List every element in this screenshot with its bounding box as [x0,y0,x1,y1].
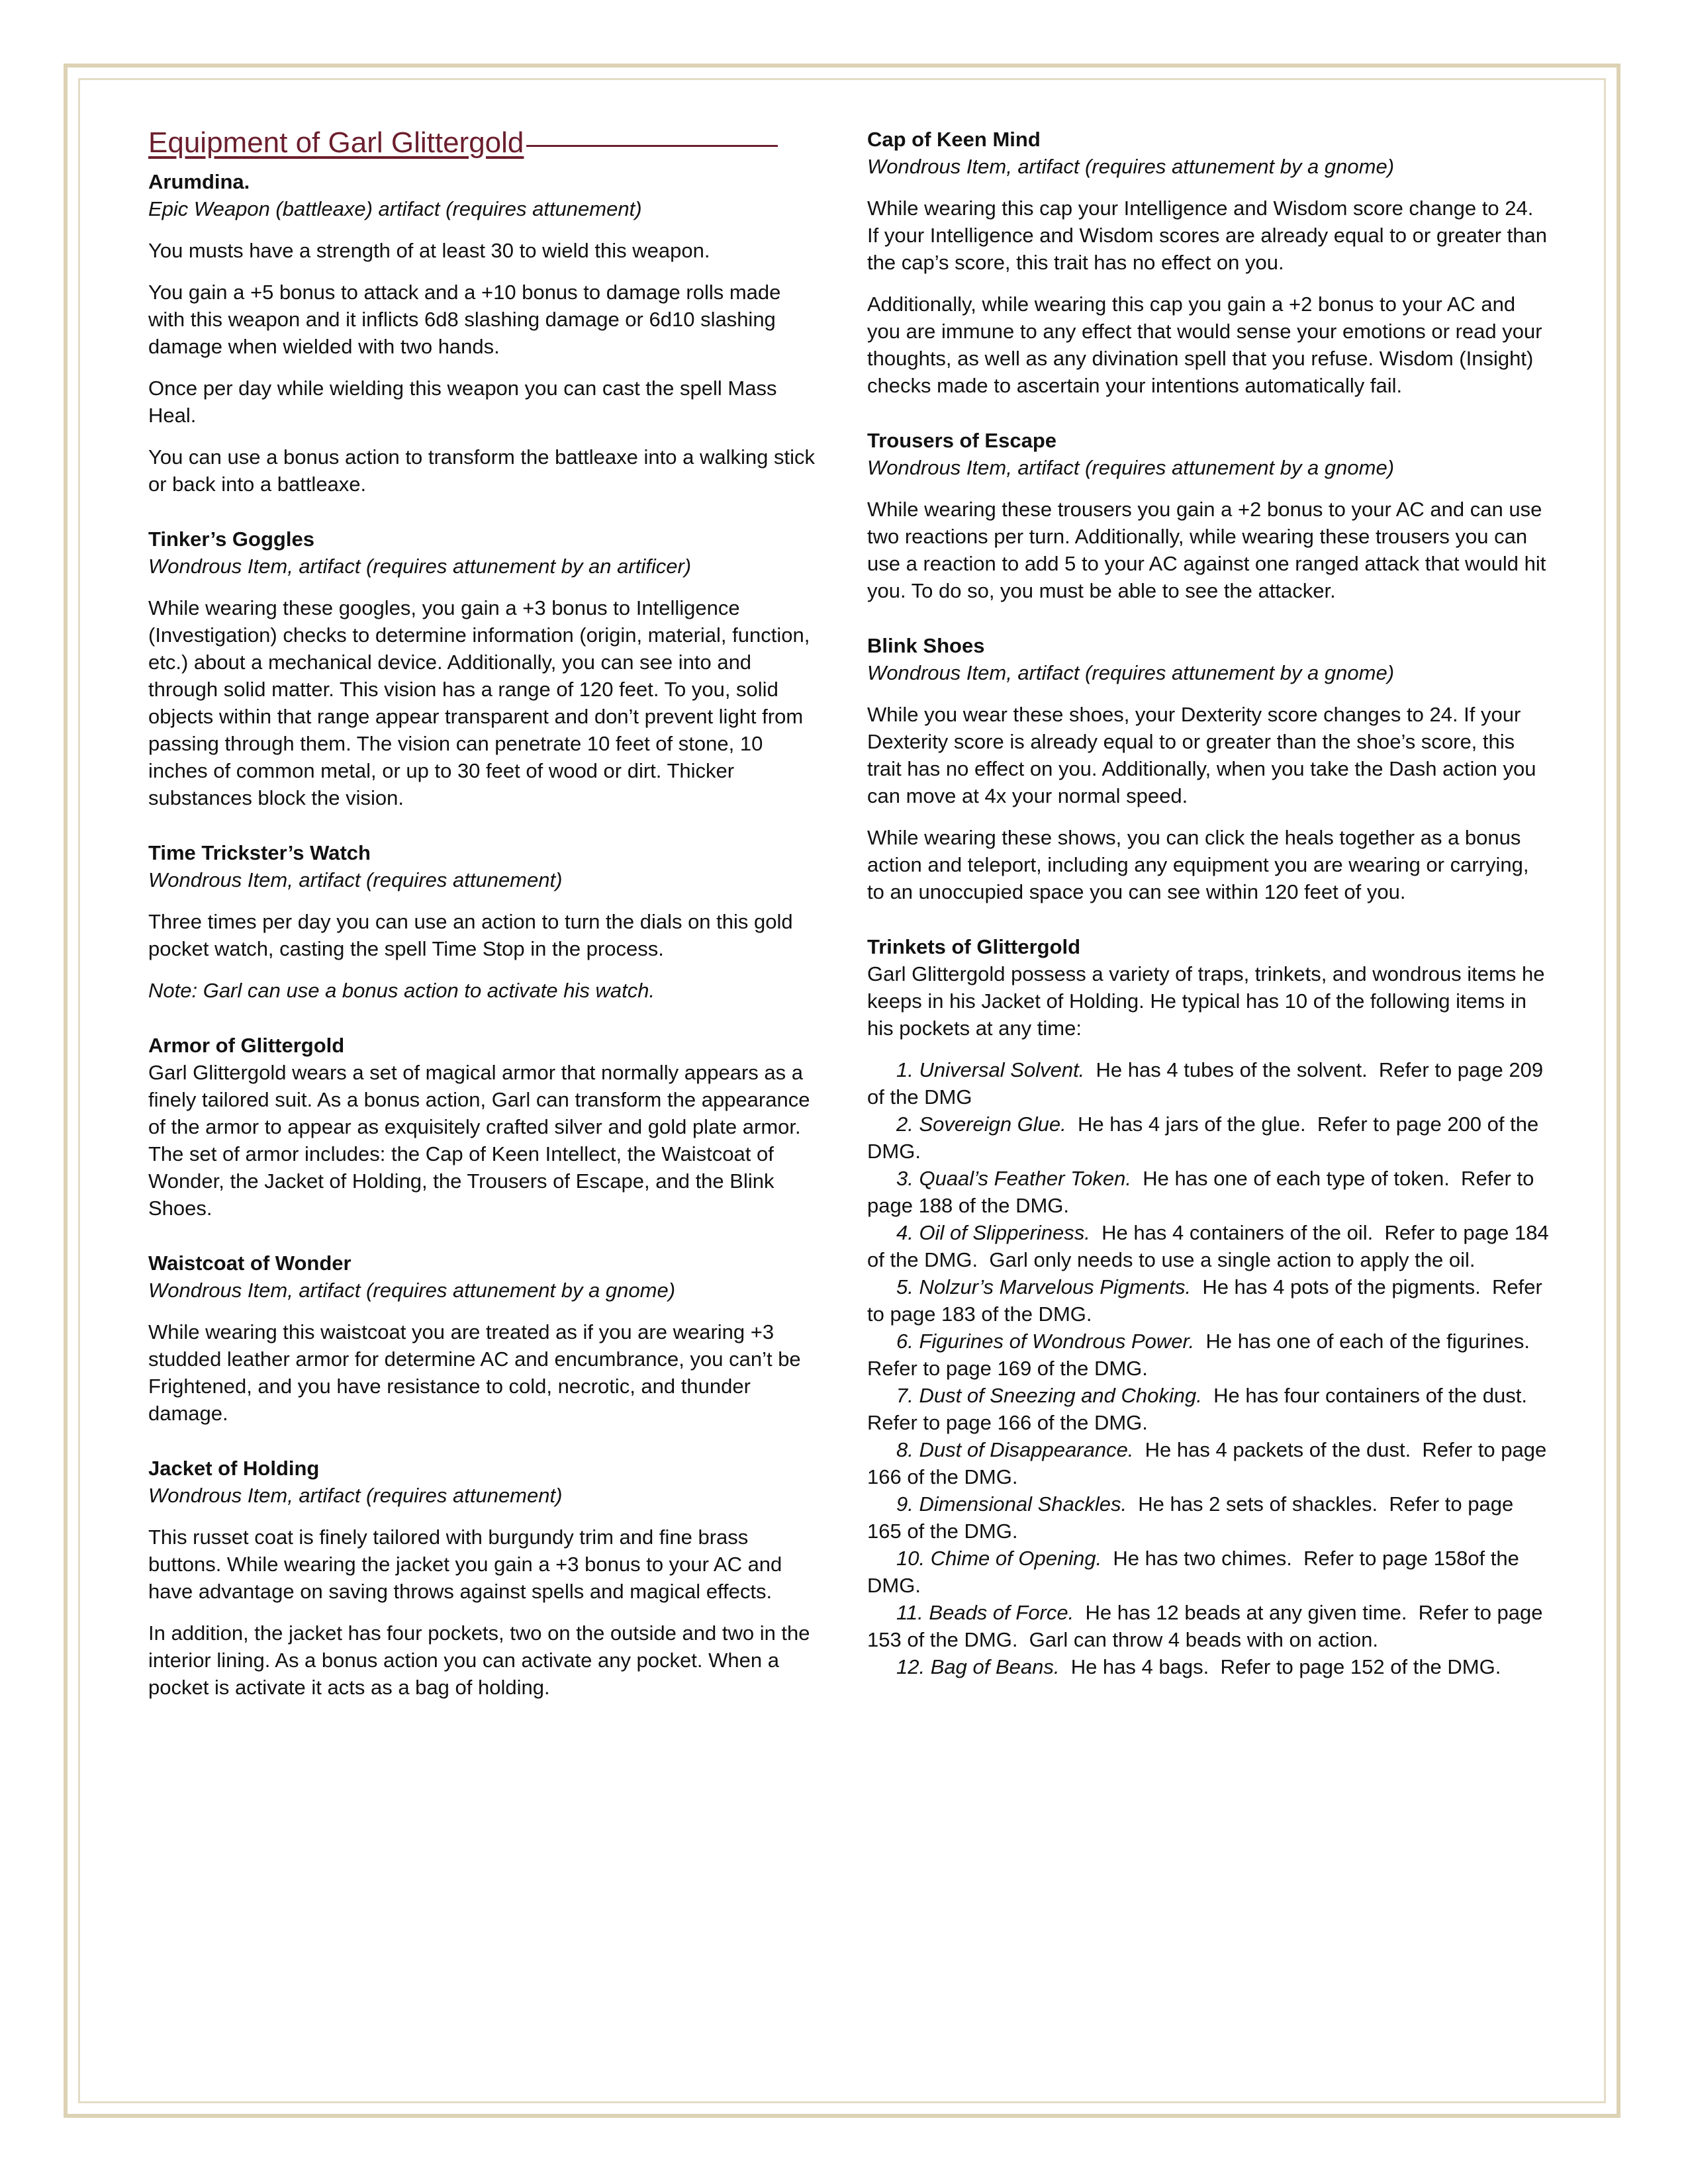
list-item-text: He has 4 bags. Refer to page 152 of the DMG. [1059,1655,1501,1678]
list-item-text: He has 4 pots of the pigments. Refer to page 183 of the DMG. [867,1275,1548,1326]
item-paragraph: While you wear these shoes, your Dexterity score changes to 24. If your Dexterity score is already equal to or greater than the shoe’s score, this trait has no effect on you. Additionally, when you take the Dash action you can move at 4x your normal speed. [867,703,1536,807]
item-subtitle: Wondrous Item, artifact (requires attunement by a gnome) [867,661,1395,684]
list-item-text: He has 4 packets of the dust. Refer to page 166 of the DMG. [867,1438,1552,1488]
item-paragraph: You gain a +5 bonus to attack and a +10 bonus to damage rolls made with this weapon and it inflicts 6d8 slashing damage or 6d10 slashing damage when wielded with two hands. [148,281,781,358]
list-item-name: 1. Universal Solvent. [896,1058,1085,1081]
item-arumdina [148,168,817,498]
list-item [867,1382,1549,1436]
list-item-name: 10. Chime of Opening. [896,1547,1102,1570]
item-subtitle: Wondrous Item, artifact (requires attunement by a gnome) [867,155,1395,178]
page-title: Equipment of Garl Glittergold [148,126,524,159]
item-trousers-of-escape [867,427,1549,604]
list-item [867,1219,1555,1273]
right-item-list [867,126,1555,1680]
item-cap-of-keen-mind [867,126,1549,399]
item-paragraph: In addition, the jacket has four pockets, two on the outside and two in the interior lining. As a bonus action you can activate any pocket. When a pocket is activate it acts as a bag of holding. [148,1621,810,1699]
item-subtitle: Wondrous Item, artifact (requires attunement) [148,1484,563,1507]
item-waistcoat-of-wonder [148,1250,817,1427]
list-item-name: 4. Oil of Slipperiness. [896,1221,1090,1244]
item-paragraph: While wearing these googles, you gain a +3 bonus to Intelligence (Investigation) checks to determine information (origin, material, function, etc.) about a mechanical device. Additionally, you can see into and through solid matter. This vision has a range of 120 feet. To you, solid objects within that range appear transparent and don’t prevent light from passing through them. The vision can penetrate 10 feet of stone, 10 inches of common metal, or up to 30 feet of wood or dirt. Thicker substances block the vision. [148,596,810,809]
list-item [867,1111,1549,1165]
item-title: Time Trickster’s Watch [148,841,371,864]
list-item-name: 9. Dimensional Shackles. [896,1492,1127,1516]
list-item-text: He has four containers of the dust. Refer to page 166 of the DMG. [867,1384,1539,1434]
list-item-name: 5. Nolzur’s Marvelous Pigments. [896,1275,1192,1298]
item-paragraph: This russet coat is finely tailored with burgundy trim and fine brass buttons. While wearing the jacket you gain a +3 bonus to your AC and have advantage on saving throws against spells and magical effects. [148,1525,782,1603]
item-paragraph: While wearing these trousers you gain a +2 bonus to your AC and can use two reactions per turn. Additionally, while wearing these trousers you can use a reaction to add 5 to your AC against one ranged attack that would hit you. To do so, you must be able to see the attacker. [867,498,1546,602]
item-paragraph: While wearing these shows, you can click the heals together as a bonus action and teleport, including any equipment you are wearing or carrying, to an unoccupied space you can see within 120 feet of you. [867,826,1529,903]
page-title-row [148,126,817,168]
item-paragraph: While wearing this cap your Intelligence and Wisdom score change to 24. If your Intelligence and Wisdom scores are already equal to or greater than the cap’s score, this trait has no effect on you. [867,197,1547,274]
item-paragraph: You can use a bonus action to transform the battleaxe into a walking stick or back into a battleaxe. [148,445,815,496]
item-paragraph: You musts have a strength of at least 30 to wield this weapon. [148,239,710,262]
item-subtitle: Wondrous Item, artifact (requires attunement by a gnome) [148,1279,676,1302]
item-subtitle: Wondrous Item, artifact (requires attunement) [148,868,563,891]
list-item [867,1056,1549,1111]
item-title: Arumdina. [148,170,250,193]
trinket-list [867,1056,1555,1680]
list-item [867,1545,1549,1599]
item-title: Trousers of Escape [867,429,1057,452]
list-item-text: He has 2 sets of shackles. Refer to page 165 of the DMG. [867,1492,1519,1543]
list-item-name: 12. Bag of Beans. [896,1655,1060,1678]
item-paragraph: Three times per day you can use an action to turn the dials on this gold pocket watch, casting the spell Time Stop in the process. [148,910,793,960]
item-trinkets-of-glittergold [867,933,1555,1680]
item-jacket-of-holding [148,1455,817,1701]
item-paragraph: Once per day while wielding this weapon you can cast the spell Mass Heal. [148,377,777,427]
item-title: Blink Shoes [867,634,985,657]
item-paragraph: Garl Glittergold possess a variety of traps, trinkets, and wondrous items he keeps in his Jacket of Holding. He typical has 10 of the following items in his pockets at any time: [867,962,1545,1040]
list-item-text: He has 4 tubes of the solvent. Refer to page 209 of the DMG [867,1058,1549,1109]
list-item [867,1436,1552,1490]
list-item-name: 6. Figurines of Wondrous Power. [896,1330,1195,1353]
item-armor-of-glittergold [148,1032,817,1222]
list-item [867,1165,1549,1219]
list-item [867,1653,1549,1680]
item-subtitle: Epic Weapon (battleaxe) artifact (requires attunement) [148,197,642,220]
list-item-name: 11. Beads of Force. [896,1601,1074,1624]
list-item [867,1273,1549,1328]
list-item-text: He has one of each of the figurines. Refer to page 169 of the DMG. [867,1330,1542,1380]
item-title: Trinkets of Glittergold [867,935,1081,958]
item-time-trickster-s-watch [148,839,817,1004]
title-underline [526,145,778,147]
item-title: Cap of Keen Mind [867,128,1041,151]
list-item-name: 7. Dust of Sneezing and Choking. [896,1384,1202,1407]
item-paragraph: Additionally, while wearing this cap you gain a +2 bonus to your AC and you are immune to any effect that would sense your emotions or read your thoughts, as well as any divination spell that you refuse. Wisdom (Insight) checks made to ascertain your intentions automatically fail. [867,293,1542,397]
item-paragraph: Garl Glittergold wears a set of magical armor that normally appears as a finely tailored suit. As a bonus action, Garl can transform the appearance of the armor to appear as exquisitely crafted silver and gold plate armor. The set of armor includes: the Cap of Keen Intellect, the Waistcoat of Wonder, the Jacket of Holding, the Trousers of Escape, and the Blink Shoes. [148,1061,810,1220]
left-item-list [148,168,817,1701]
item-title: Tinker’s Goggles [148,527,314,551]
list-item-text: He has 4 containers of the oil. Refer to page 184 of the DMG. Garl only needs to use a single action to apply the oil. [867,1221,1555,1271]
list-item [867,1599,1549,1653]
right-column [867,126,1555,1708]
item-title: Armor of Glittergold [148,1034,345,1057]
list-item-name: 2. Sovereign Glue. [896,1113,1066,1136]
list-item-text: He has one of each type of token. Refer to page 188 of the DMG. [867,1167,1540,1217]
list-item-text: He has two chimes. Refer to page 158of the DMG. [867,1547,1525,1597]
item-paragraph: While wearing this waistcoat you are treated as if you are wearing +3 studded leather armor for determine AC and encumbrance, you can’t be Frightened, and you have resistance to cold, necrotic, and thunder damage. [148,1320,801,1425]
item-title: Jacket of Holding [148,1457,320,1480]
item-note: Note: Garl can use a bonus action to activate his watch. [148,979,655,1002]
list-item-text: He has 4 jars of the glue. Refer to page 200 of the DMG. [867,1113,1544,1163]
list-item-name: 8. Dust of Disappearance. [896,1438,1134,1461]
item-subtitle: Wondrous Item, artifact (requires attunement by a gnome) [867,456,1395,479]
list-item [867,1328,1549,1382]
item-tinker-s-goggles [148,525,817,811]
item-blink-shoes [867,632,1549,905]
list-item-name: 3. Quaal’s Feather Token. [896,1167,1132,1190]
list-item-text: He has 12 beads at any given time. Refer to page 153 of the DMG. Garl can throw 4 beads with on action. [867,1601,1549,1651]
item-title: Waistcoat of Wonder [148,1251,352,1275]
left-column [148,126,817,1729]
list-item [867,1490,1549,1545]
item-subtitle: Wondrous Item, artifact (requires attunement by an artificer) [148,555,692,578]
